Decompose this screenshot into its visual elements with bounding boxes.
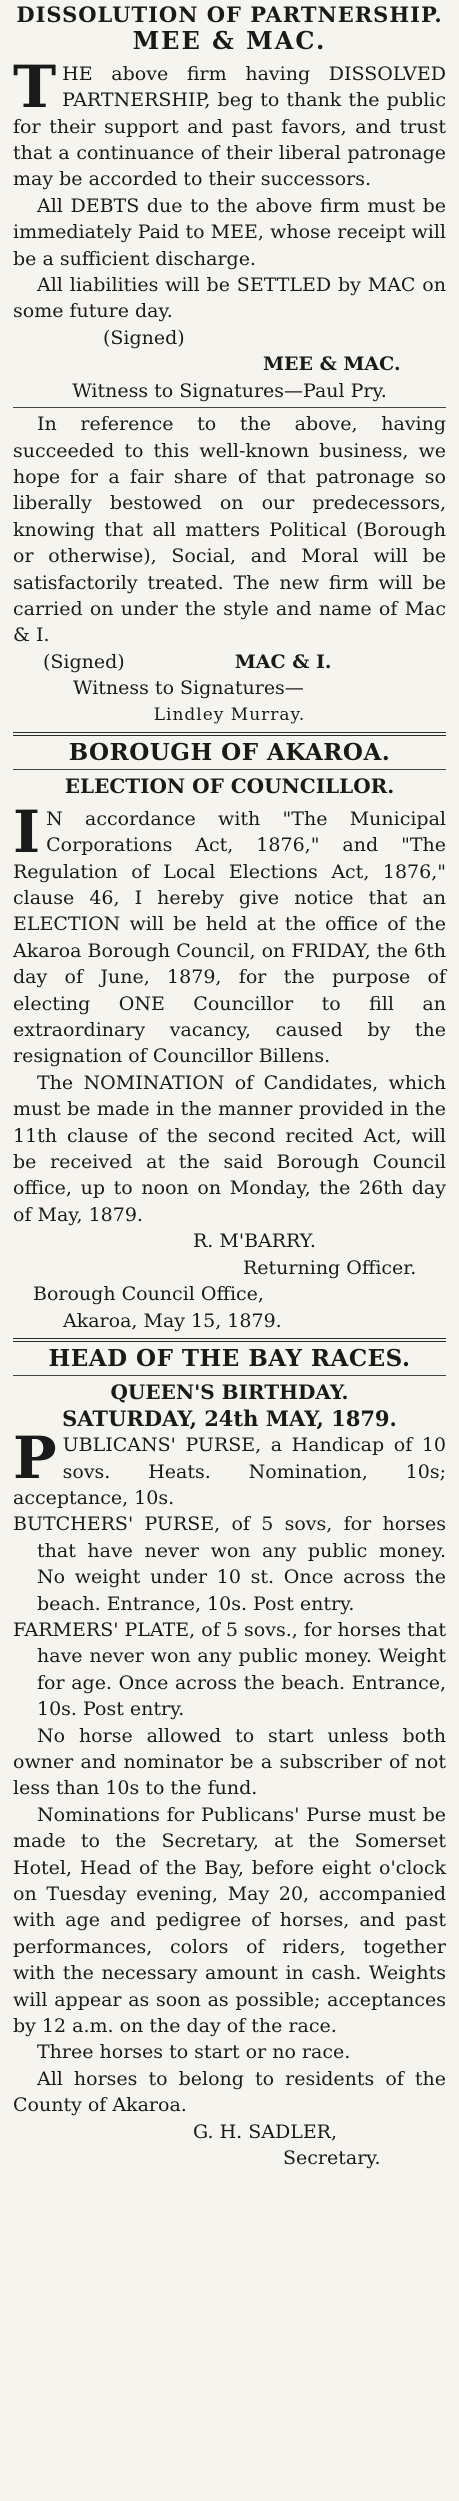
divider bbox=[13, 1375, 446, 1376]
notice-paragraph: In reference to the above, having succeeded to this well-known business, we hope for a fair share of that patronage so liberally bestowed on our predecessors, knowing that all matters Political (Borough or otherwise), Social, and Moral will be satisfactorily treated. The new firm will be carried on under the style and name of Mac & I. bbox=[13, 413, 446, 647]
divider bbox=[13, 407, 446, 408]
notice-heading: BOROUGH OF AKAROA. bbox=[68, 738, 391, 766]
witness-line: Witness to Signatures—Paul Pry. bbox=[72, 379, 387, 402]
paragraph-text: N accordance with "The Municipal Corporations Act, 1876," and "The Regulation of Local Elections Act, 1876," clause 46, I hereby give notice that an ELECTION will be held at the office of the Akaroa Borough Council, on FRIDAY, the 6th day of June, 1879, for the purpose of electing ONE Councillor to fill an extraordinary vacancy, caused by the resignation of Councillor Billens. bbox=[13, 807, 446, 1068]
drop-cap: I bbox=[13, 797, 41, 866]
place-date: Akaroa, May 15, 1879. bbox=[63, 1309, 282, 1332]
notice-paragraph bbox=[13, 797, 446, 1070]
drop-cap: T bbox=[13, 52, 57, 121]
notice-subheading: ELECTION OF COUNCILLOR. bbox=[64, 774, 395, 799]
notice-subheading: QUEEN'S BIRTHDAY. bbox=[110, 1380, 349, 1405]
section-divider bbox=[13, 732, 446, 736]
divider bbox=[13, 769, 446, 770]
race-entry bbox=[13, 1424, 446, 1511]
paragraph-text: HE above firm having DISSOLVED PARTNERSHIP, beg to thank the public for their support and past favors, and trust that a continuance of their liberal patronage may be accorded to their successors. bbox=[13, 62, 446, 191]
notice-paragraph bbox=[13, 52, 446, 193]
notice-paragraph: The NOMINATION of Candidates, which must be made in the manner provided in the 11th clause of the second recited Act, will be received at the said Borough Council office, up to noon on Monday, the 26th day of May, 1879. bbox=[13, 1071, 446, 1226]
notice-heading: HEAD OF THE BAY RACES. bbox=[48, 1344, 411, 1372]
races-notice bbox=[13, 1346, 446, 2172]
signed-label: (Signed) bbox=[103, 326, 185, 349]
witness-name: Lindley Murray. bbox=[153, 704, 306, 725]
drop-cap: P bbox=[13, 1424, 57, 1493]
notice-paragraph: All DEBTS due to the above firm must be immediately Paid to MEE, whose receipt will be a sufficient discharge. bbox=[13, 194, 446, 270]
signature: G. H. SADLER, bbox=[193, 2120, 338, 2143]
firm-name: MEE & MAC. bbox=[132, 26, 327, 56]
dissolution-notice bbox=[13, 2, 446, 728]
notice-paragraph: No horse allowed to start unless both owner and nominator be a subscriber of not less than 10s to the fund. bbox=[13, 1724, 446, 1800]
notice-paragraph: Nominations for Publicans' Purse must be made to the Secretary, at the Somerset Hotel, Head of the Bay, before eight o'clock on Tuesday evening, May 20, accompanied with age and pedigree of horses, and past performances, colors of riders, together with the necessary amount in cash. Weights will appear as soon as possible; acceptances by 12 a.m. on the day of the race. bbox=[13, 1803, 446, 2038]
signature: MAC & I. bbox=[234, 650, 332, 673]
election-notice bbox=[13, 740, 446, 1334]
notice-heading: DISSOLUTION OF PARTNERSHIP. bbox=[16, 2, 443, 27]
event-date: SATURDAY, 24th MAY, 1879. bbox=[62, 1405, 397, 1431]
signature-line bbox=[13, 649, 446, 675]
notice-paragraph: All horses to belong to residents of the County of Akaroa. bbox=[13, 2067, 446, 2117]
signature: R. M'BARRY. bbox=[193, 1230, 316, 1253]
signature-role: Secretary. bbox=[283, 2147, 381, 2170]
signature: MEE & MAC. bbox=[263, 353, 401, 376]
office-line: Borough Council Office, bbox=[33, 1283, 264, 1306]
section-divider bbox=[13, 1338, 446, 1342]
notice-paragraph: All liabilities will be SETTLED by MAC on some future day. bbox=[13, 274, 446, 323]
race-entry: BUTCHERS' PURSE, of 5 sovs, for horses that have never won any public money. No weight under 10 st. Once across the beach. Entrance, 10s. Post entry. bbox=[13, 1513, 446, 1615]
signed-label: (Signed) bbox=[43, 650, 125, 673]
witness-line: Witness to Signatures— bbox=[73, 677, 304, 700]
newspaper-column bbox=[13, 0, 446, 2172]
race-entry: FARMERS' PLATE, of 5 sovs., for horses that have never won any public money. Weight for age. Once across the beach. Entrance, 10s. Post entry. bbox=[13, 1618, 446, 1721]
notice-paragraph: Three horses to start or no race. bbox=[37, 2041, 351, 2064]
paragraph-text: UBLICANS' PURSE, a Handicap of 10 sovs. Heats. Nomination, 10s; acceptance, 10s. bbox=[13, 1434, 446, 1509]
signature-role: Returning Officer. bbox=[243, 1256, 417, 1279]
